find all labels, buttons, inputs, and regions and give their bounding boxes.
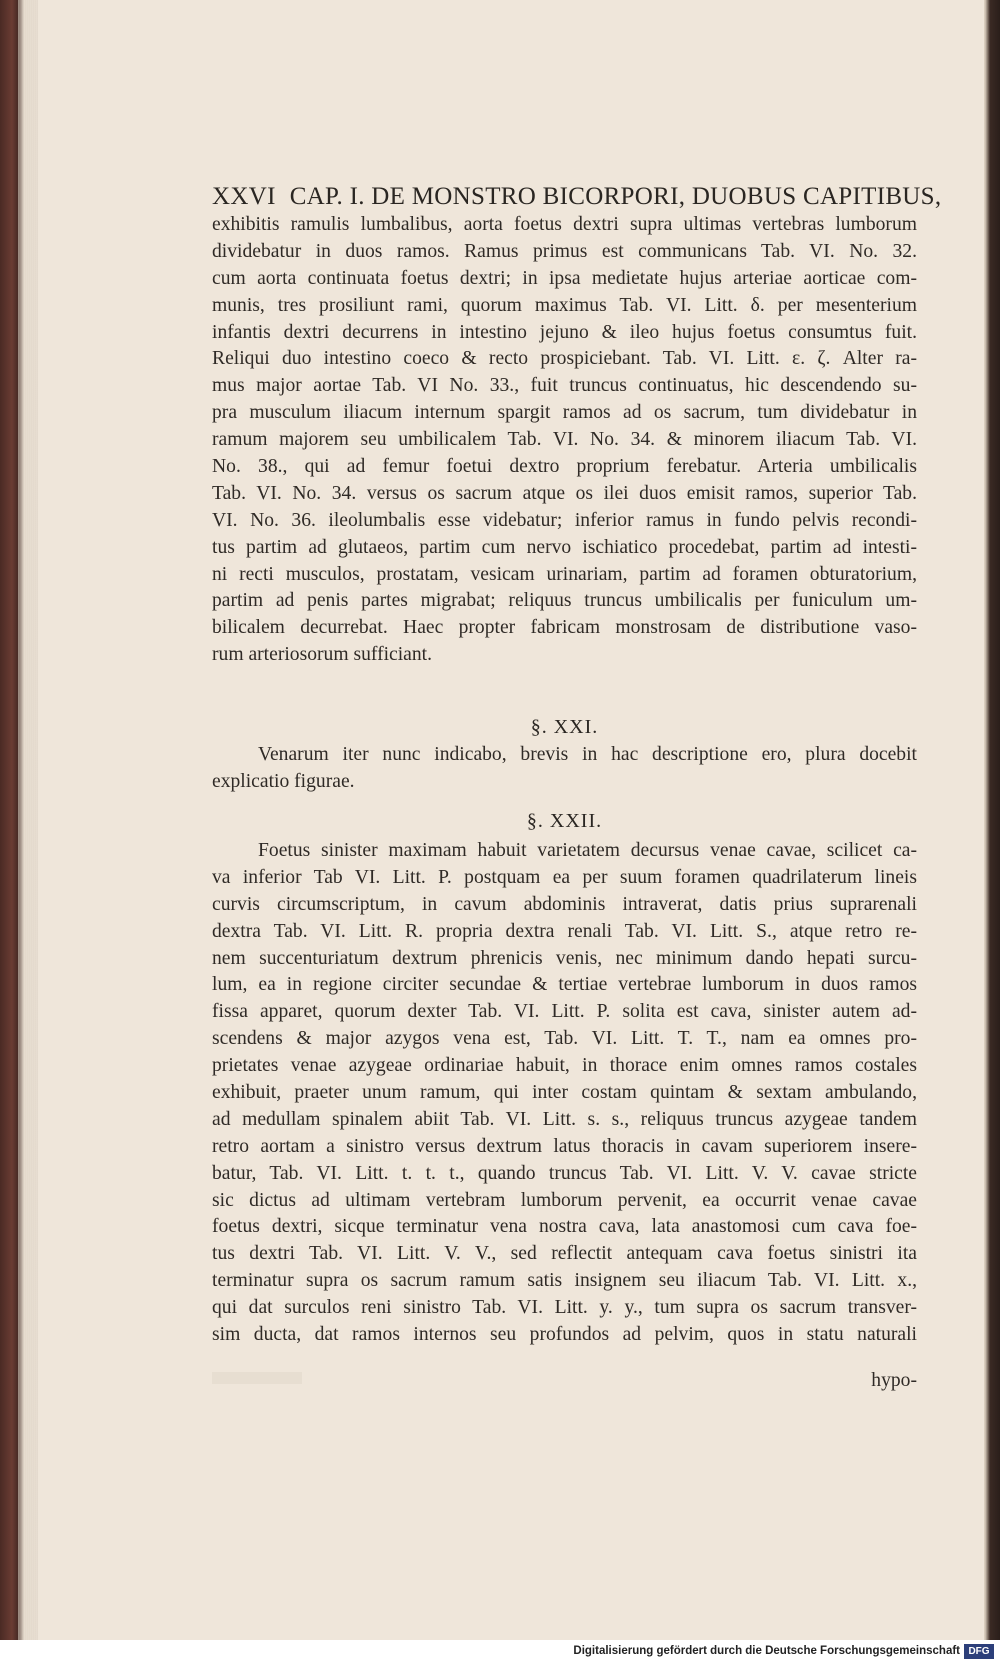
text-line: infantis dextri decurrens in intestino jejuno & ileo hujus foetus consumtus fuit. <box>212 321 917 343</box>
running-header <box>212 183 942 211</box>
text-line: tus partim ad glutaeos, partim cum nervo ischiatico procedebat, partim ad intesti- <box>212 536 917 558</box>
page-stack-edge <box>18 0 38 1640</box>
text-line: bilicalem decurrebat. Haec propter fabricam monstrosam de distributione vaso- <box>212 617 917 639</box>
page-number: XXVI <box>212 183 276 210</box>
digitization-footer <box>0 1640 1000 1665</box>
text-line: fissa apparet, quorum dexter Tab. VI. Litt. P. solita est cava, sinister autem ad- <box>212 1001 917 1023</box>
text-line: Tab. VI. No. 34. versus os sacrum atque os ilei duos emisit ramos, superior Tab. <box>212 482 917 504</box>
text-line: dextra Tab. VI. Litt. R. propria dextra renali Tab. VI. Litt. S., atque retro re- <box>212 920 917 942</box>
text-line: terminatur supra os sacrum ramum satis insignem seu iliacum Tab. VI. Litt. x., <box>212 1270 917 1292</box>
section-heading-xxi: §. XXI. <box>530 716 599 738</box>
text-line: ni recti musculos, prostatam, vesicam urinariam, partim ad foramen obturatorium, <box>212 563 917 585</box>
funding-credit: Digitalisierung gefördert durch die Deutsche Forschungsgemeinschaft <box>573 1645 960 1657</box>
running-title: CAP. I. DE MONSTRO BICORPORI, DUOBUS CAPITIBUS, <box>289 183 942 210</box>
text-line: ramum majorem seu umbilicalem Tab. VI. No. 34. & minorem iliacum Tab. VI. <box>212 429 917 451</box>
dfg-logo-icon: DFG <box>964 1644 994 1659</box>
text-line: lum, ea in regione circiter secundae & tertiae vertebrae lumborum in duos ramos <box>212 974 917 996</box>
section-heading-xxii: §. XXII. <box>526 810 603 832</box>
text-line: tus dextri Tab. VI. Litt. V. V., sed reflectit antequam cava foetus sinistri ita <box>212 1243 917 1265</box>
text-line: mus major aortae Tab. VI No. 33., fuit truncus continuatus, hic descendendo su- <box>212 375 917 397</box>
paragraph-arteries <box>212 212 917 669</box>
catchword: hypo- <box>871 1370 917 1391</box>
text-line: scendens & major azygos vena est, Tab. VI. Litt. T. T., nam ea omnes pro- <box>212 1028 917 1050</box>
paragraph-xxi <box>212 742 917 796</box>
text-line: exhibitis ramulis lumbalibus, aorta foetus dextri supra ultimas vertebras lumborum <box>212 214 917 235</box>
text-line: foetus dextri, sicque terminatur vena nostra cava, lata anastomosi cum cava foe- <box>212 1216 917 1238</box>
text-line: partim ad penis partes migrabat; reliquus truncus umbilicalis per funiculum um- <box>212 590 917 612</box>
text-line: Venarum iter nunc indicabo, brevis in hac descriptione ero, plura docebit <box>258 744 917 765</box>
text-line: batur, Tab. VI. Litt. t. t. t., quando truncus Tab. VI. Litt. V. V. cavae stricte <box>212 1162 917 1184</box>
text-line: Reliqui duo intestino coeco & recto prospiciebant. Tab. VI. Litt. ε. ζ. Alter ra- <box>212 348 917 370</box>
text-line: Foetus sinister maximam habuit varietatem decursus venae cavae, scilicet ca- <box>258 840 917 861</box>
text-line: va inferior Tab VI. Litt. P. postquam ea per suum foramen quadrilaterum lineis <box>212 866 917 888</box>
text-line: rum arteriosorum sufficiant. <box>212 644 433 666</box>
text-line: No. 38., qui ad femur foetui dextro proprium ferebatur. Arteria umbilicalis <box>212 456 917 478</box>
text-line: nem succenturiatum dextrum phrenicis venis, nec minimum dando hepati surcu- <box>212 947 917 969</box>
text-line: munis, tres prosiliunt rami, quorum maximus Tab. VI. Litt. δ. per mesenterium <box>212 294 917 316</box>
text-line: cum aorta continuata foetus dextri; in ipsa medietate hujus arteriae aorticae com- <box>212 267 917 289</box>
text-line: ad medullam spinalem abiit Tab. VI. Litt. s. s., reliquus truncus azygeae tandem <box>212 1108 917 1130</box>
text-line: explicatio figurae. <box>212 770 355 792</box>
text-line: exhibuit, praeter unum ramum, qui inter costam quintam & sextam ambulando, <box>212 1082 917 1104</box>
text-line: retro aortam a sinistro versus dextrum latus thoracis in cavam superiorem insere- <box>212 1135 917 1157</box>
text-line: prietates venae azygeae ordinariae habuit, in thorace enim omnes ramos costales <box>212 1055 917 1077</box>
text-line: dividebatur in duos ramos. Ramus primus est communicans Tab. VI. No. 32. <box>212 240 917 262</box>
text-line: sic dictus ad ultimam vertebram lumborum pervenit, ea occurrit venae cavae <box>212 1189 917 1211</box>
text-line: VI. No. 36. ileolumbalis esse videbatur; inferior ramus in fundo pelvis recondi- <box>212 509 917 531</box>
text-line: pra musculum iliacum internum spargit ramos ad os sacrum, tum dividebatur in <box>212 402 917 424</box>
paragraph-xxii <box>212 838 917 1349</box>
text-line: sim ducta, dat ramos internos seu profundos ad pelvim, quos in statu naturali <box>212 1324 917 1346</box>
text-line: qui dat surculos reni sinistro Tab. VI. Litt. y. y., tum supra os sacrum transver- <box>212 1297 917 1319</box>
text-line: curvis circumscriptum, in cavum abdominis intraverat, datis prius suprarenali <box>212 893 917 915</box>
